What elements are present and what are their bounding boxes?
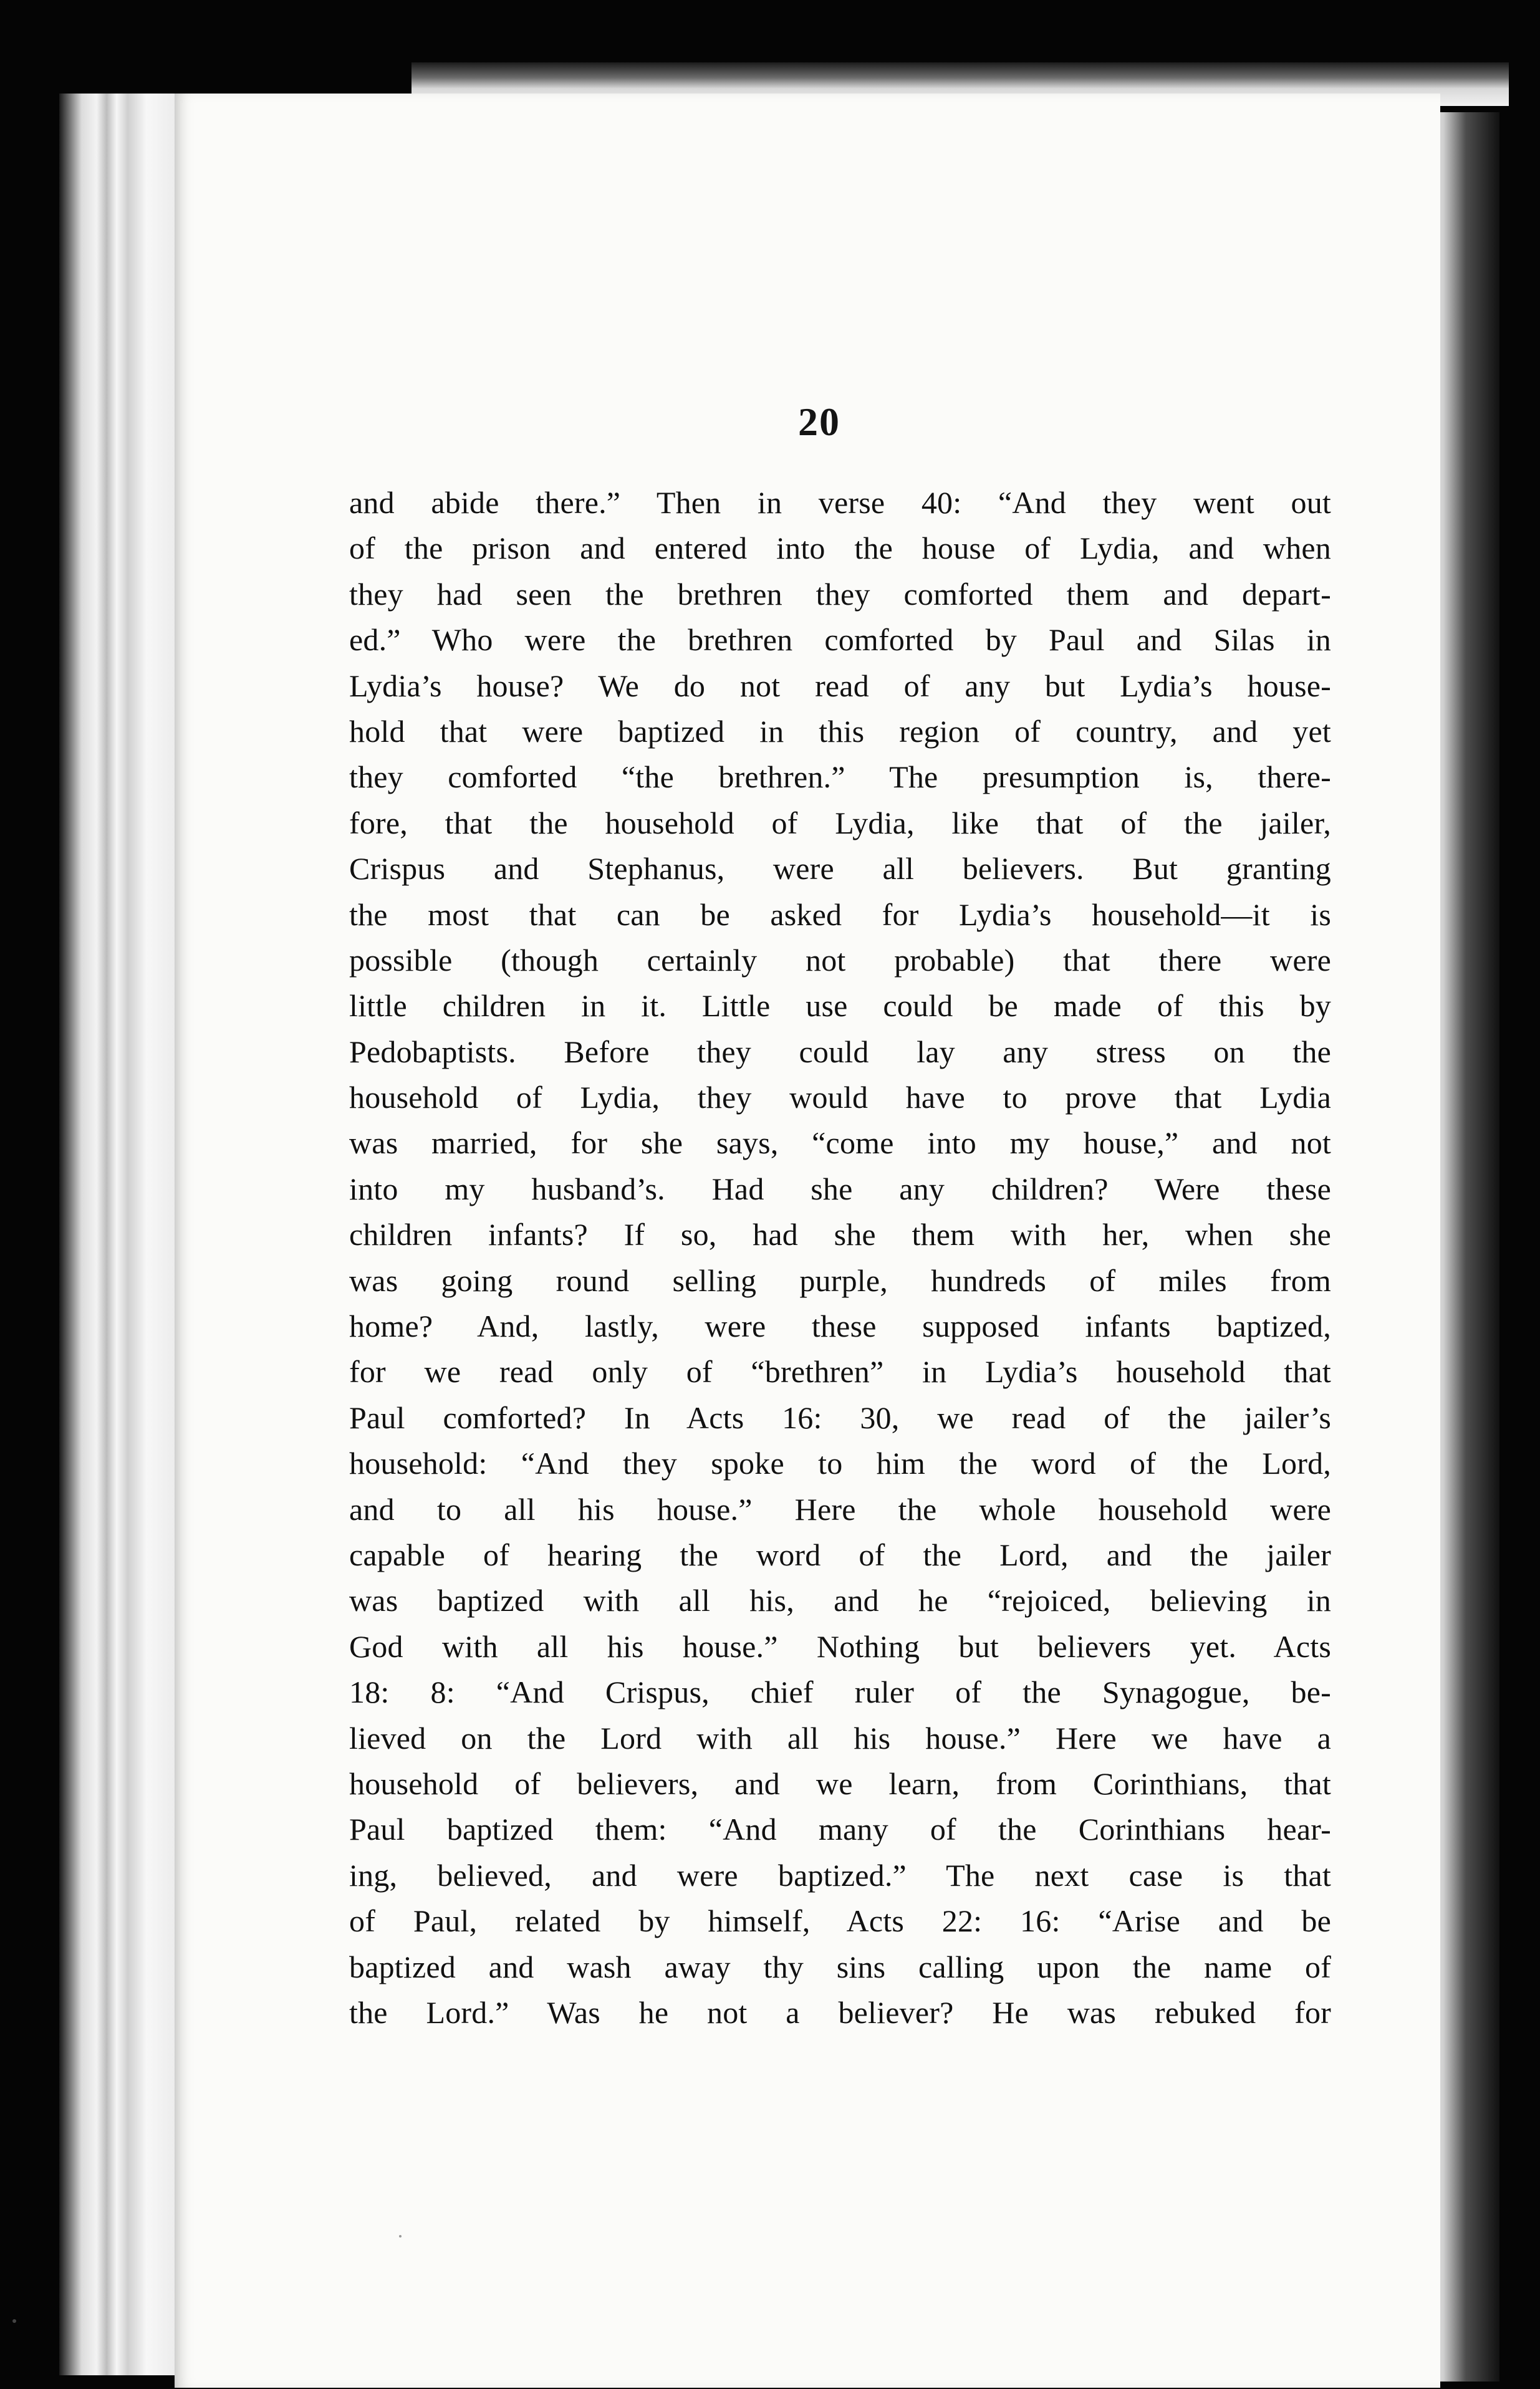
text-line: possible (though certainly not probable) that there were bbox=[349, 942, 1331, 978]
text-line: for we read only of “brethren” in Lydia’s household that bbox=[349, 1354, 1331, 1390]
text-line: ing, believed, and were baptized.” The next case is that bbox=[349, 1857, 1331, 1893]
text-line: and to all his house.” Here the whole household were bbox=[349, 1491, 1331, 1527]
text-line: fore, that the household of Lydia, like that of the jailer, bbox=[349, 805, 1331, 840]
text-line: ed.” Who were the brethren comforted by Paul and Silas in bbox=[349, 622, 1331, 658]
text-line: and abide there.” Then in verse 40: “And they went out bbox=[349, 485, 1331, 520]
text-line: Crispus and Stephanus, were all believers. But granting bbox=[349, 851, 1331, 887]
stacked-page-edges-left bbox=[59, 94, 184, 2375]
text-line: was married, for she says, “come into my house,” and not bbox=[349, 1125, 1331, 1161]
text-line: Pedobaptists. Before they could lay any stress on the bbox=[349, 1034, 1331, 1069]
text-line: they had seen the brethren they comforted them and depart- bbox=[349, 576, 1331, 612]
text-line: they comforted “the brethren.” The presumption is, there- bbox=[349, 759, 1331, 795]
text-line: household of Lydia, they would have to prove that Lydia bbox=[349, 1080, 1331, 1115]
text-line: household: “And they spoke to him the word of the Lord, bbox=[349, 1446, 1331, 1481]
page-number: 20 bbox=[798, 400, 840, 444]
text-line: was baptized with all his, and he “rejoiced, believing in bbox=[349, 1583, 1331, 1618]
scan-speck bbox=[399, 2235, 402, 2238]
text-line: into my husband’s. Had she any children? Were these bbox=[349, 1171, 1331, 1206]
text-line: home? And, lastly, were these supposed infants baptized, bbox=[349, 1309, 1331, 1344]
text-line: Lydia’s house? We do not read of any but Lydia’s house- bbox=[349, 668, 1331, 703]
text-line: of the prison and entered into the house of Lydia, and when bbox=[349, 531, 1331, 566]
text-line: Paul baptized them: “And many of the Corinthians hear- bbox=[349, 1812, 1331, 1847]
body-text bbox=[349, 480, 1331, 2036]
text-line: little children in it. Little use could be made of this by bbox=[349, 988, 1331, 1024]
text-line: household of believers, and we learn, from Corinthians, that bbox=[349, 1766, 1331, 1801]
text-line: children infants? If so, had she them with her, when she bbox=[349, 1217, 1331, 1252]
text-line: hold that were baptized in this region of country, and yet bbox=[349, 713, 1331, 749]
text-line: baptized and wash away thy sins calling upon the name of bbox=[349, 1949, 1331, 1984]
text-line: 18: 8: “And Crispus, chief ruler of the Synagogue, be- bbox=[349, 1675, 1331, 1710]
text-line: of Paul, related by himself, Acts 22: 16: “Arise and be bbox=[349, 1903, 1331, 1939]
text-line: the Lord.” Was he not a believer? He was rebuked for bbox=[349, 1994, 1331, 2030]
text-line: God with all his house.” Nothing but believers yet. Acts bbox=[349, 1628, 1331, 1664]
text-line: was going round selling purple, hundreds of miles from bbox=[349, 1262, 1331, 1298]
text-line: lieved on the Lord with all his house.” Here we have a bbox=[349, 1720, 1331, 1756]
text-line: capable of hearing the word of the Lord, and the jailer bbox=[349, 1537, 1331, 1572]
scan-speck bbox=[12, 2319, 16, 2323]
text-line: Paul comforted? In Acts 16: 30, we read of the jailer’s bbox=[349, 1400, 1331, 1435]
text-line: the most that can be asked for Lydia’s household—it is bbox=[349, 896, 1331, 932]
